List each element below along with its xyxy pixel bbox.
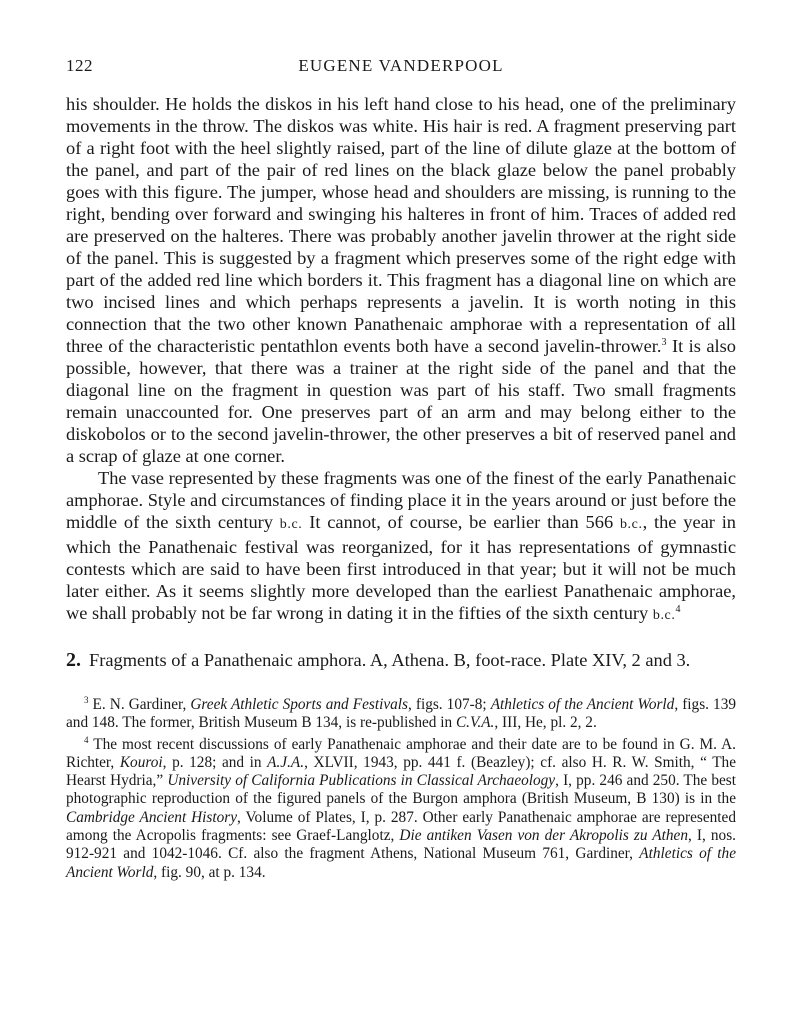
footnote-4: $^4$ The most recent discussions of early Panathenaic amphorae and their date are to be found in G. M. A. Richter, Kouroi, p. 128; and in A.J.A., XLVII, 1943, pp. 441 f. (Beazley); cf. also H. R. W. Smith, “ The Hearst Hydria,” University of California Publications in Classical Archaeology, I, pp. 246 and 250. The best photographic reproduction of the figured panels of the Burgon amphora (British Museum, B 130) is in the Cambridge Ancient History, Volume of Plates, I, p. 287. Other early Panathenaic amphorae are represented among the Acropolis fragments: see Graef-Langlotz, Die antiken Vasen von der Akropolis zu Athen, I, nos. 912-921 and 1042-1046. Cf. also the fragment Athens, National Museum 761, Gardiner, Athletics of the Ancient World, fig. 90, at p. 134. <box>66 734 736 881</box>
citation-title: Die antiken Vasen von der Akropolis zu Athen <box>399 827 688 845</box>
footnote-mark: 4 <box>84 734 89 745</box>
citation-title: A.J.A. <box>267 753 305 771</box>
footnote-3: $^3$ E. N. Gardiner, Greek Athletic Sports and Festivals, figs. 107-8; Athletics of the Ancient World, figs. 139 and 148. The former, British Museum B 134, is re-published in C.V.A., III, He, pl. 2, 2. <box>66 695 736 732</box>
running-title: EUGENE VANDERPOOL <box>298 56 504 75</box>
page-number: 122 <box>66 56 93 75</box>
citation-title: Cambridge Ancient History <box>66 808 238 826</box>
citation-title: Athletics of the Ancient World <box>490 696 675 713</box>
running-head <box>66 56 736 80</box>
citation-title: C.V.A. <box>455 714 495 732</box>
citation-title: Greek Athletic Sports and Festivals <box>190 696 408 713</box>
era-abbrev: b.c. <box>279 517 303 532</box>
footnote-ref-4[interactable]: 4 <box>675 604 681 615</box>
body-text <box>66 93 736 627</box>
citation-title: University of California Publications in Classical Archaeology <box>167 772 556 790</box>
paragraph-2: The vase represented by these fragments was one of the finest of the early Panathenaic amphorae. Style and circumstances of finding place it in the years around or just before the middle of the sixth century b.c. It cannot, of course, be earlier than 566 b.c., the year in which the Panathenaic festival was reorganized, for it has representations of gymnastic contests which are said to have been first introduced in that year; but it will not be much later either. As it seems slightly more developed than the earliest Panathenaic amphorae, we shall probably not be far wrong in dating it in the fifties of the sixth century b.c.$^4$ <box>66 468 737 623</box>
page <box>66 56 736 882</box>
citation-title: Kouroi <box>119 753 163 771</box>
section-heading <box>66 649 736 672</box>
footnote-mark: 3 <box>84 695 89 705</box>
section-title: Fragments of a Panathenaic amphora. A, Athena. B, foot-race. Plate XIV, 2 and 3. <box>89 650 691 670</box>
footnotes <box>66 696 736 882</box>
era-abbrev: b.c. <box>652 608 676 623</box>
section-number: 2. <box>66 649 81 671</box>
citation-title: Athletics of the Ancient World <box>66 845 736 881</box>
footnote-ref-3[interactable]: 3 <box>661 337 667 348</box>
era-abbrev: b.c. <box>619 517 643 532</box>
paragraph-1: his shoulder. He holds the diskos in his left hand close to his head, one of the preliminary movements in the throw. The diskos was white. His hair is red. A fragment preserving part of a right foot with the heel slightly raised, part of the line of dilute glaze at the bottom of the panel, and part of the pair of red lines on the black glaze below the panel probably goes with this figure. The jumper, whose head and shoulders are missing, is running to the right, bending over forward and swinging his halteres in front of him. Traces of added red are preserved on the halteres. There was probably another javelin thrower at the right side of the panel. This is suggested by a fragment which preserves some of the right edge with part of the added red line which borders it. This fragment has a diagonal line on which are two incised lines and which perhaps represents a javelin. It is worth noting in this connection that the two other known Panathenaic amphorae with a representation of all three of the characteristic pentathlon events both have a second javelin-thrower.$^3$ It is also possible, however, that there was a trainer at the right side of the panel and that the diagonal line on the fragment in question was part of his staff. Two small fragments remain unaccounted for. One preserves part of an arm and may belong either to the diskobolos or to the second javelin-thrower, the other preserves a bit of reserved panel and a scrap of glaze at one corner. <box>66 94 737 466</box>
